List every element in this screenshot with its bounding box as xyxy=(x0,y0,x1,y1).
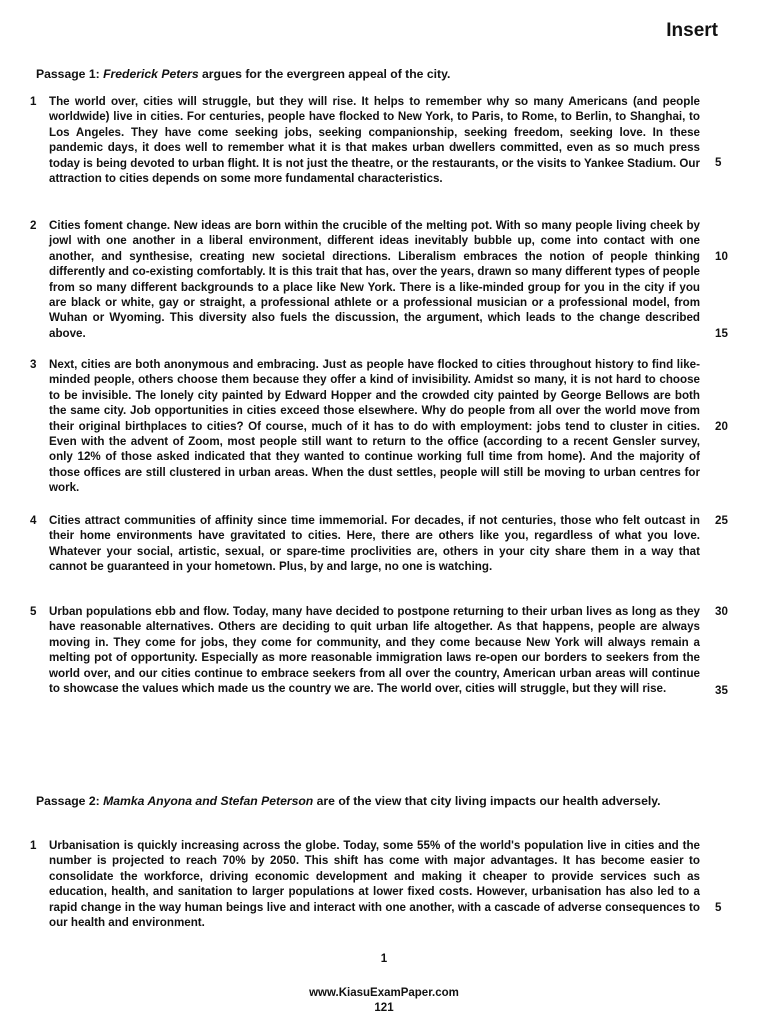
passage2-prefix: Passage 2: xyxy=(36,794,104,808)
passage1-paragraph-3 xyxy=(30,357,700,496)
line-number: 15 xyxy=(715,327,728,340)
insert-label: Insert xyxy=(666,20,718,41)
page-number: 1 xyxy=(380,953,388,965)
paragraph-number: 5 xyxy=(30,605,37,618)
paragraph-number: 1 xyxy=(30,95,37,108)
passage1-prefix: Passage 1: xyxy=(36,67,104,81)
paragraph-text: Cities foment change. New ideas are born within the crucible of the melting pot. With so many people living cheek by jowl with one another in a liberal environment, different ideas inevitably bubble up, come into contact with one another, and synthesise, creating new societal directions. Liberalism embraces the notion of people thinking differently and co-existing comfortably. It is this trait that has, over the years, drawn so many different types of people from so many different backgrounds to a place like New York. There is a like-minded group for you in the city if you are black or white, gay or straight, a professional athlete or a professional musician or a professional model, from Wuhan or Wyoming. This diversity also fuels the discussion, the argument, which leads to the change described above. xyxy=(49,219,700,340)
passage1-paragraph-1 xyxy=(30,94,700,186)
line-number: 5 xyxy=(715,156,722,169)
line-number: 20 xyxy=(715,420,728,433)
passage2-author: Mamka Anyona and Stefan Peterson xyxy=(103,794,314,808)
paragraph-text: Cities attract communities of affinity since time immemorial. For decades, if not centuries, those who felt outcast in their home environments have gravitated to cities. Here, there are others like you, regardless of what you love. Whatever your social, artistic, sexual, or spare-time proclivities are, others in your city share them in a way that cannot be guaranteed in your hometown. Plus, by and large, no one is watching. xyxy=(49,514,700,574)
line-number: 35 xyxy=(715,684,728,697)
line-number: 10 xyxy=(715,250,728,263)
paragraph-text: The world over, cities will struggle, but they will rise. It helps to remember why so many Americans (and people worldwide) live in cities. For centuries, people have flocked to New York, to Paris, to Rome, to Berlin, to Shanghai, to Los Angeles. They have come seeking jobs, seeking companionship, seeking freedom, seeking love. In these pandemic days, it does well to remember what it is that makes urban dwellers committed, even as so much press today is being devoted to urban flight. It is not just the theatre, or the restaurants, or the visits to Yankee Stadium. Our attraction to cities depends on some more fundamental characteristics. xyxy=(49,95,700,186)
paragraph-text: Urban populations ebb and flow. Today, many have decided to postpone returning to their urban lives as long as they have reasonable alternatives. Others are deciding to quit urban life altogether. As that happens, people are always moving in. They come for jobs, they come for community, and they come because New York will always remain a melting pot of opportunity. Especially as more reasonable immigration laws re-open our borders to seekers from the world over, and our cities continue to embrace seekers from all over the country, American urban areas will continue to showcase the values which made us the country we are. The world over, cities will struggle, but they will rise. xyxy=(49,605,700,696)
paragraph-text: Urbanisation is quickly increasing across the globe. Today, some 55% of the world's population live in cities and the number is projected to reach 70% by 2050. This shift has come with major advantages. It has become easier to consolidate the workforce, driving economic development and making it cheaper to provide services such as education, health, and sanitation to larger populations at lower fixed costs. However, urbanisation has also led to a rapid change in the way human beings live and interact with one another, with a cascade of adverse consequences to our health and environment. xyxy=(49,839,700,930)
paragraph-number: 2 xyxy=(30,219,37,232)
passage2-suffix: are of the view that city living impacts our health adversely. xyxy=(313,794,661,808)
paragraph-number: 3 xyxy=(30,358,37,371)
line-number: 25 xyxy=(715,514,728,527)
passage1-author: Frederick Peters xyxy=(103,67,199,81)
passage1-suffix: argues for the evergreen appeal of the city. xyxy=(198,67,451,81)
passage2-paragraph-1 xyxy=(30,838,700,930)
passage1-paragraph-2 xyxy=(30,218,700,341)
line-number: 30 xyxy=(715,605,728,618)
passage1-paragraph-4 xyxy=(30,513,700,575)
paragraph-text: Next, cities are both anonymous and embracing. Just as people have flocked to cities throughout history to find like-minded people, others choose them because they offer a kind of invisibility. Amidst so many, it is not hard to choose to be invisible. The lonely city painted by Edward Hopper and the crowded city painted by George Bellows are both the same city. Job opportunities in cities exceed those elsewhere. Why do people from all over the world move from their original birthplaces to cities? Of course, much of it has to do with employment: jobs tend to cluster in cities. Even with the advent of Zoom, most people still want to return to the office (according to a recent Gensler survey, only 12% of those asked indicated that they wanted to continue working full time from home). And the majority of those offices are still clustered in urban areas. When the dust settles, people will still be moving to urban centres for work. xyxy=(49,358,700,495)
passage1-heading xyxy=(36,66,726,82)
line-number: 5 xyxy=(715,901,722,914)
passage2-heading xyxy=(36,793,726,809)
paragraph-number: 4 xyxy=(30,514,37,527)
footer-website: www.KiasuExamPaper.com xyxy=(309,987,459,999)
passage1-paragraph-5 xyxy=(30,604,700,696)
page-total: 121 xyxy=(374,1002,394,1014)
paragraph-number: 1 xyxy=(30,839,37,852)
